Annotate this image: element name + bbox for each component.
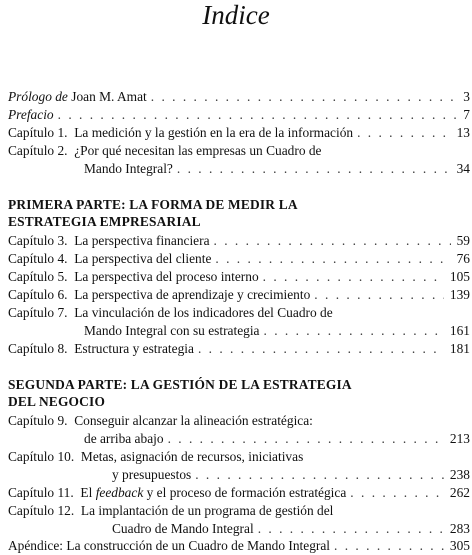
- part-heading-line: ESTRATEGIA EMPRESARIAL: [8, 214, 201, 229]
- part-heading-line: DEL NEGOCIO: [8, 394, 106, 409]
- leader-dots: [198, 340, 444, 358]
- toc-page-number: 13: [456, 125, 470, 140]
- toc-page-number: 76: [456, 251, 470, 266]
- toc-entry-label: Prólogo de Joan M. Amat: [8, 89, 147, 104]
- leader-dots: [263, 268, 444, 286]
- toc-entry-capitulo-11: [8, 484, 470, 502]
- toc-entry-label: Capítulo 12. La implantación de un programa de gestión del: [8, 503, 334, 518]
- toc-page-number: 105: [449, 269, 470, 284]
- toc-page-number: 213: [449, 431, 470, 446]
- toc-entry-capitulo-12-continuation: [112, 520, 470, 538]
- toc-page-number: 262: [449, 485, 470, 500]
- page-title: Indice: [202, 0, 270, 30]
- toc-entry-label: Capítulo 1. La medición y la gestión en la era de la información: [8, 125, 354, 140]
- toc-entry-label: Capítulo 11. El feedback y el proceso de formación estratégica: [8, 485, 347, 500]
- leader-dots: [151, 88, 458, 106]
- toc-entry-label: Prefacio: [8, 107, 54, 122]
- leader-dots: [334, 537, 444, 555]
- toc-entry-label: Capítulo 10. Metas, asignación de recursos, iniciativas: [8, 449, 304, 464]
- toc-page-number: 283: [449, 521, 470, 536]
- toc-entry-label: Capítulo 7. La vinculación de los indicadores del Cuadro de: [8, 305, 333, 320]
- leader-dots: [258, 520, 444, 538]
- toc-entry-label: Apéndice: La construcción de un Cuadro de Mando Integral: [8, 538, 331, 553]
- leader-dots: [314, 286, 444, 304]
- toc-entry-capitulo-2-continuation: [84, 160, 470, 178]
- toc-page-number: 139: [449, 287, 470, 302]
- toc-entry-capitulo-8: [8, 340, 470, 358]
- toc-entry-label: Capítulo 4. La perspectiva del cliente: [8, 251, 212, 266]
- leader-dots: [168, 430, 444, 448]
- toc-page-number: 34: [456, 161, 470, 176]
- part-heading-line: PRIMERA PARTE: LA FORMA DE MEDIR LA: [8, 197, 298, 212]
- leader-dots: [177, 160, 451, 178]
- toc-entry-prefacio: [8, 106, 470, 124]
- toc-entry-prologo: [8, 88, 470, 106]
- leader-dots: [350, 484, 444, 502]
- toc-entry-capitulo-9-continuation: [84, 430, 470, 448]
- toc-page-number: 181: [449, 341, 470, 356]
- leader-dots: [214, 232, 451, 250]
- toc-entry-label: de arriba abajo: [84, 431, 164, 446]
- toc-entry-capitulo-12: [8, 502, 470, 520]
- toc-page-number: 59: [456, 233, 470, 248]
- toc-page-number: 305: [449, 538, 470, 553]
- leader-dots: [58, 106, 458, 124]
- leader-dots: [215, 250, 450, 268]
- toc-entry-label: Capítulo 6. La perspectiva de aprendizaje y crecimiento: [8, 287, 311, 302]
- toc-page-number: 161: [449, 323, 470, 338]
- toc-entry-label: Capítulo 9. Conseguir alcanzar la alineación estratégica:: [8, 413, 313, 428]
- toc-entry-capitulo-9: [8, 412, 470, 430]
- toc-entry-label: Capítulo 8. Estructura y estrategia: [8, 341, 194, 356]
- toc-entry-label: Capítulo 2. ¿Por qué necesitan las empresas un Cuadro de: [8, 143, 322, 158]
- leader-dots: [357, 124, 451, 142]
- toc-entry-capitulo-4: [8, 250, 470, 268]
- toc-page-number: 238: [449, 467, 470, 482]
- toc-entry-label: Cuadro de Mando Integral: [112, 521, 254, 536]
- part-heading-line: SEGUNDA PARTE: LA GESTIÓN DE LA ESTRATEGIA: [8, 377, 352, 392]
- toc-entry-capitulo-3: [8, 232, 470, 250]
- toc-entry-capitulo-1: [8, 124, 470, 142]
- toc-entry-capitulo-7-continuation: [84, 322, 470, 340]
- toc-entry-label: Mando Integral?: [84, 161, 173, 176]
- toc-entry-capitulo-6: [8, 286, 470, 304]
- toc-entry-label: y presupuestos: [112, 467, 192, 482]
- toc-entry-capitulo-10: [8, 448, 470, 466]
- toc-entry-capitulo-10-continuation: [112, 466, 470, 484]
- toc-page-number: 7: [463, 107, 470, 122]
- toc-entry-label: Mando Integral con su estrategia: [84, 323, 260, 338]
- toc-entry-capitulo-2: [8, 142, 470, 160]
- toc-page-number: 3: [463, 89, 470, 104]
- toc-entry-label: Capítulo 3. La perspectiva financiera: [8, 233, 210, 248]
- toc-entry-label: Capítulo 5. La perspectiva del proceso interno: [8, 269, 259, 284]
- toc-entry-apendice: [8, 537, 470, 555]
- toc-entry-capitulo-5: [8, 268, 470, 286]
- leader-dots: [264, 322, 444, 340]
- toc-entry-capitulo-7: [8, 304, 470, 322]
- leader-dots: [195, 466, 444, 484]
